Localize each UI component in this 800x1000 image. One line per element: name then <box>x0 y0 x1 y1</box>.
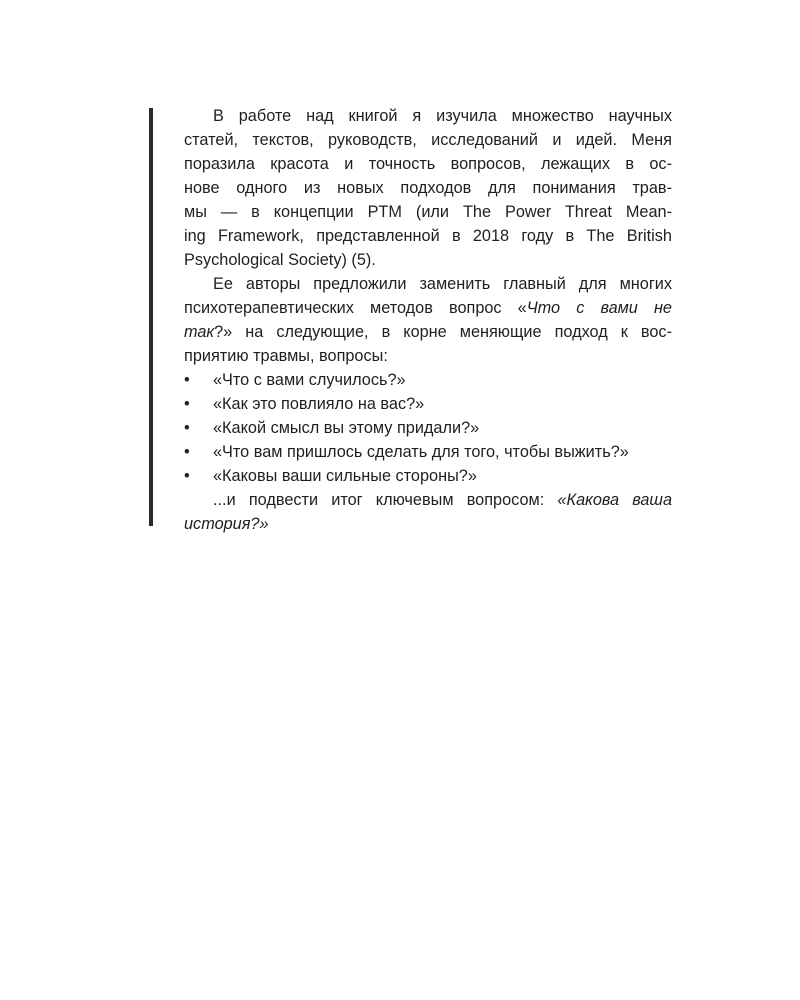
list-item <box>184 368 672 392</box>
list-item-text: «Что вам пришлось сделать для того, чтобы выжить?» <box>213 443 629 461</box>
list-item-text: «Как это повлияло на вас?» <box>213 395 425 413</box>
page-text <box>184 104 672 536</box>
conclusion-emphasis: история?» <box>184 515 269 533</box>
paragraph-2-text: ?» на следующие, в корне меняющие подход к вос- <box>214 323 672 341</box>
bullet-icon: • <box>184 395 190 413</box>
paragraph-1-line: мы — в концепции PTM (или The Power Threat Mean- <box>184 203 672 221</box>
paragraph-1-line: ing Framework, представленной в 2018 году в The British <box>184 227 672 245</box>
paragraph-2-emphasis: Что с вами не <box>526 299 672 317</box>
paragraph-1-line: статей, текстов, руководств, исследований и идей. Меня <box>184 131 672 149</box>
conclusion-text: ...и подвести итог ключевым вопросом: <box>213 491 558 509</box>
conclusion-line <box>184 512 672 536</box>
list-item <box>184 392 672 416</box>
list-item-text: «Каковы ваши сильные стороны?» <box>213 467 477 485</box>
paragraph-2-text: психотерапевтических методов вопрос « <box>184 299 527 317</box>
paragraph-1 <box>184 104 672 272</box>
paragraph-2-line <box>184 296 672 320</box>
paragraph-1-line: поразила красота и точность вопросов, лежащих в ос- <box>184 155 672 173</box>
conclusion-line <box>184 488 672 512</box>
bullet-icon: • <box>184 443 190 461</box>
margin-rule <box>149 108 153 526</box>
paragraph-1-line: В работе над книгой я изучила множество научных <box>213 107 672 125</box>
paragraph-2 <box>184 272 672 368</box>
conclusion-emphasis: «Какова ваша <box>557 491 673 509</box>
paragraph-2-line <box>184 320 672 344</box>
questions-list <box>184 368 672 488</box>
list-item <box>184 440 672 464</box>
paragraph-2-line: приятию травмы, вопросы: <box>184 347 388 365</box>
list-item-text: «Что с вами случилось?» <box>213 371 406 389</box>
paragraph-2-line: Ее авторы предложили заменить главный для многих <box>213 275 672 293</box>
bullet-icon: • <box>184 371 190 389</box>
list-item <box>184 464 672 488</box>
paragraph-1-line: нове одного из новых подходов для понимания трав- <box>184 179 672 197</box>
paragraph-1-line: Psychological Society) (5). <box>184 251 376 269</box>
list-item-text: «Какой смысл вы этому придали?» <box>213 419 480 437</box>
paragraph-2-emphasis: так <box>184 323 215 341</box>
list-item <box>184 416 672 440</box>
conclusion-paragraph <box>184 488 672 536</box>
bullet-icon: • <box>184 467 190 485</box>
bullet-icon: • <box>184 419 190 437</box>
